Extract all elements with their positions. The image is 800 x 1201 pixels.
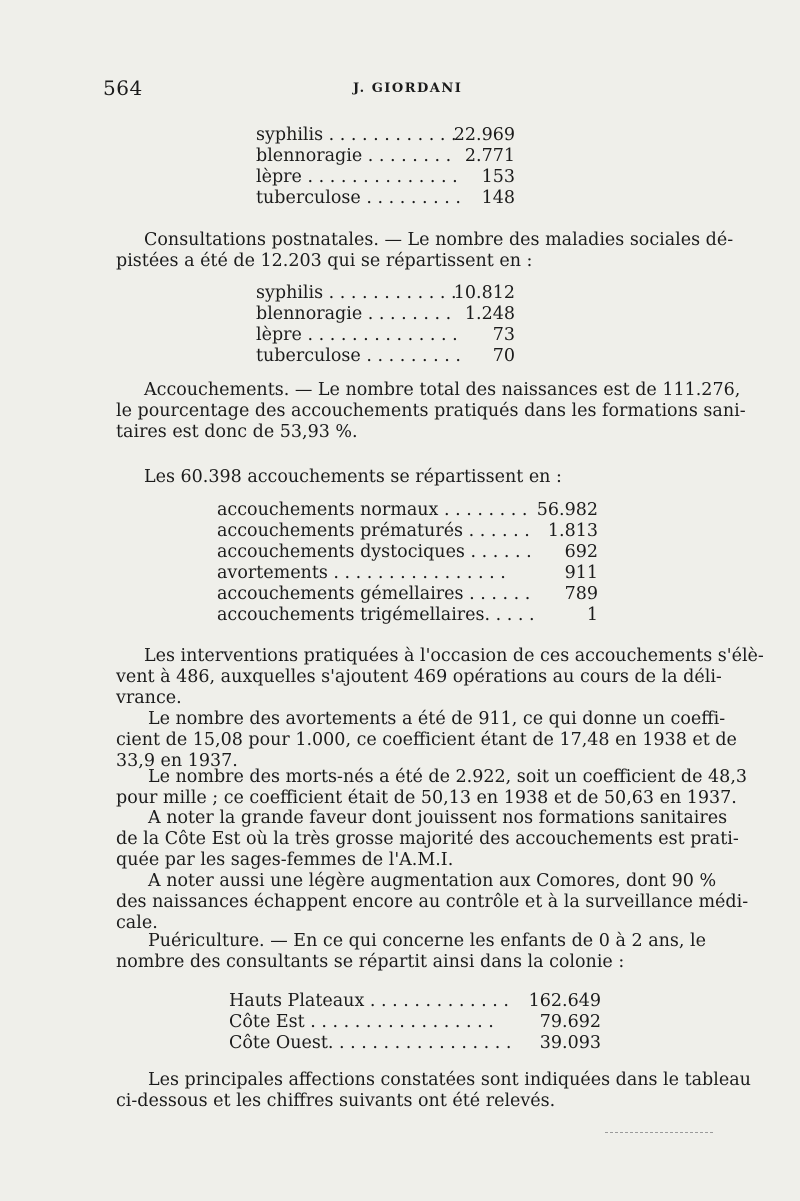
paragraph-line: Les 60.398 accouchements se répartissent en : (144, 467, 562, 487)
paragraph-avortements (116, 709, 737, 772)
list-item (256, 125, 515, 146)
list-item-value: 162.649 (528, 991, 601, 1011)
list-item (217, 542, 598, 563)
paragraph-line: Accouchements. — Le nombre total des naissances est de 111.276, (144, 380, 741, 400)
list-item (217, 605, 598, 626)
list-item (256, 304, 515, 325)
paragraph-line: cale. (116, 913, 158, 933)
list-item-label: accouchements normaux . . . . . . . . (217, 500, 528, 520)
list-item-value: 70 (492, 346, 515, 366)
paragraph-line: A noter aussi une légère augmentation aux Comores, dont 90 % (148, 871, 717, 891)
paragraph-accouchements (116, 380, 746, 443)
list-item-label: accouchements gémellaires . . . . . . (217, 584, 531, 604)
list-item-label: Hauts Plateaux . . . . . . . . . . . . . (229, 991, 509, 1011)
list-item-value: 22.969 (453, 125, 515, 145)
list-item (256, 346, 515, 367)
paragraph-line: vent à 486, auxquelles s'ajoutent 469 opérations au cours de la déli- (116, 667, 722, 687)
paragraph-cote-est (116, 808, 739, 871)
paragraph-interventions (116, 646, 764, 709)
paragraph-repartition (116, 467, 706, 488)
list-postnatal (256, 283, 515, 367)
list-item-label: syphilis . . . . . . . . . . . . (256, 125, 457, 145)
running-head: J. GIORDANI (353, 81, 463, 96)
paragraph-line: nombre des consultants se répartit ainsi dans la colonie : (116, 952, 625, 972)
list-item-value: 1.813 (547, 521, 598, 541)
list-prenatal (256, 125, 515, 209)
list-item (217, 563, 598, 584)
paragraph-line: vrance. (116, 688, 182, 708)
paragraph-line: Le nombre des morts-nés a été de 2.922, soit un coefficient de 48,3 (148, 767, 748, 787)
list-item-value: 56.982 (536, 500, 598, 520)
list-item-label: avortements . . . . . . . . . . . . . . . . (217, 563, 506, 583)
list-item-label: tuberculose . . . . . . . . . (256, 188, 461, 208)
list-item (217, 521, 598, 542)
paragraph-line: Puériculture. — En ce qui concerne les enfants de 0 à 2 ans, le (148, 931, 706, 951)
list-item-label: tuberculose . . . . . . . . . (256, 346, 461, 366)
paragraph-comores (116, 871, 749, 934)
list-item-value: 10.812 (453, 283, 515, 303)
list-item (256, 325, 515, 346)
list-accouchements (217, 500, 598, 626)
paragraph-line: ci-dessous et les chiffres suivants ont été relevés. (116, 1091, 556, 1111)
list-item-value: 911 (564, 563, 598, 583)
list-item-value: 789 (564, 584, 598, 604)
list-item-value: 692 (564, 542, 598, 562)
paragraph-line: pour mille ; ce coefficient était de 50,13 en 1938 et de 50,63 en 1937. (116, 788, 737, 808)
list-item-value: 153 (481, 167, 515, 187)
page-header (103, 76, 703, 100)
paragraph-line: 33,9 en 1937. (116, 751, 238, 771)
list-item (217, 500, 598, 521)
list-item-label: lèpre . . . . . . . . . . . . . . (256, 325, 458, 345)
paragraph-line: quée par les sages-femmes de l'A.M.I. (116, 850, 454, 870)
list-puericulture (229, 991, 601, 1054)
paragraph-line: le pourcentage des accouchements pratiqués dans les formations sani- (116, 401, 746, 421)
list-item (229, 991, 601, 1012)
list-item (229, 1033, 601, 1054)
list-item-label: blennoragie . . . . . . . . (256, 304, 452, 324)
list-item-label: blennoragie . . . . . . . . (256, 146, 452, 166)
list-item-label: accouchements prématurés . . . . . . (217, 521, 530, 541)
paragraph-final (116, 1070, 751, 1112)
list-item-label: syphilis . . . . . . . . . . . . (256, 283, 457, 303)
paragraph-puericulture (116, 931, 706, 973)
paragraph-line: Les principales affections constatées sont indiquées dans le tableau (148, 1070, 751, 1090)
list-item-label: accouchements trigémellaires. . . . . (217, 605, 535, 625)
footer-rule (605, 1132, 713, 1134)
page-number: 564 (103, 76, 143, 100)
list-item-value: 73 (492, 325, 515, 345)
list-item (256, 146, 515, 167)
list-item-value: 1 (586, 605, 598, 625)
list-item-value: 2.771 (464, 146, 515, 166)
list-item (229, 1012, 601, 1033)
paragraph-morts-nes (116, 767, 748, 809)
paragraph-line: pistées a été de 12.203 qui se répartissent en : (116, 251, 533, 271)
paragraph-line: Consultations postnatales. — Le nombre des maladies sociales dé- (144, 230, 734, 250)
paragraph-line: de la Côte Est où la très grosse majorité des accouchements est prati- (116, 829, 739, 849)
list-item-value: 1.248 (464, 304, 515, 324)
list-item (256, 167, 515, 188)
list-item-label: accouchements dystociques . . . . . . (217, 542, 532, 562)
paragraph-line: A noter la grande faveur dont jouissent nos formations sanitaires (148, 808, 728, 828)
list-item-value: 79.692 (539, 1012, 601, 1032)
paragraph-line: Le nombre des avortements a été de 911, ce qui donne un coeffi- (148, 709, 726, 729)
list-item-label: Côte Ouest. . . . . . . . . . . . . . . . . (229, 1033, 512, 1053)
list-item (256, 188, 515, 209)
list-item (217, 584, 598, 605)
list-item-label: Côte Est . . . . . . . . . . . . . . . . . (229, 1012, 494, 1032)
list-item-value: 148 (481, 188, 515, 208)
list-item-value: 39.093 (539, 1033, 601, 1053)
paragraph-line: cient de 15,08 pour 1.000, ce coefficient étant de 17,48 en 1938 et de (116, 730, 737, 750)
paragraph-postnatal (116, 230, 734, 272)
paragraph-line: des naissances échappent encore au contrôle et à la surveillance médi- (116, 892, 749, 912)
list-item-label: lèpre . . . . . . . . . . . . . . (256, 167, 458, 187)
list-item (256, 283, 515, 304)
paragraph-line: taires est donc de 53,93 %. (116, 422, 358, 442)
paragraph-line: Les interventions pratiquées à l'occasion de ces accouchements s'élè- (144, 646, 764, 666)
